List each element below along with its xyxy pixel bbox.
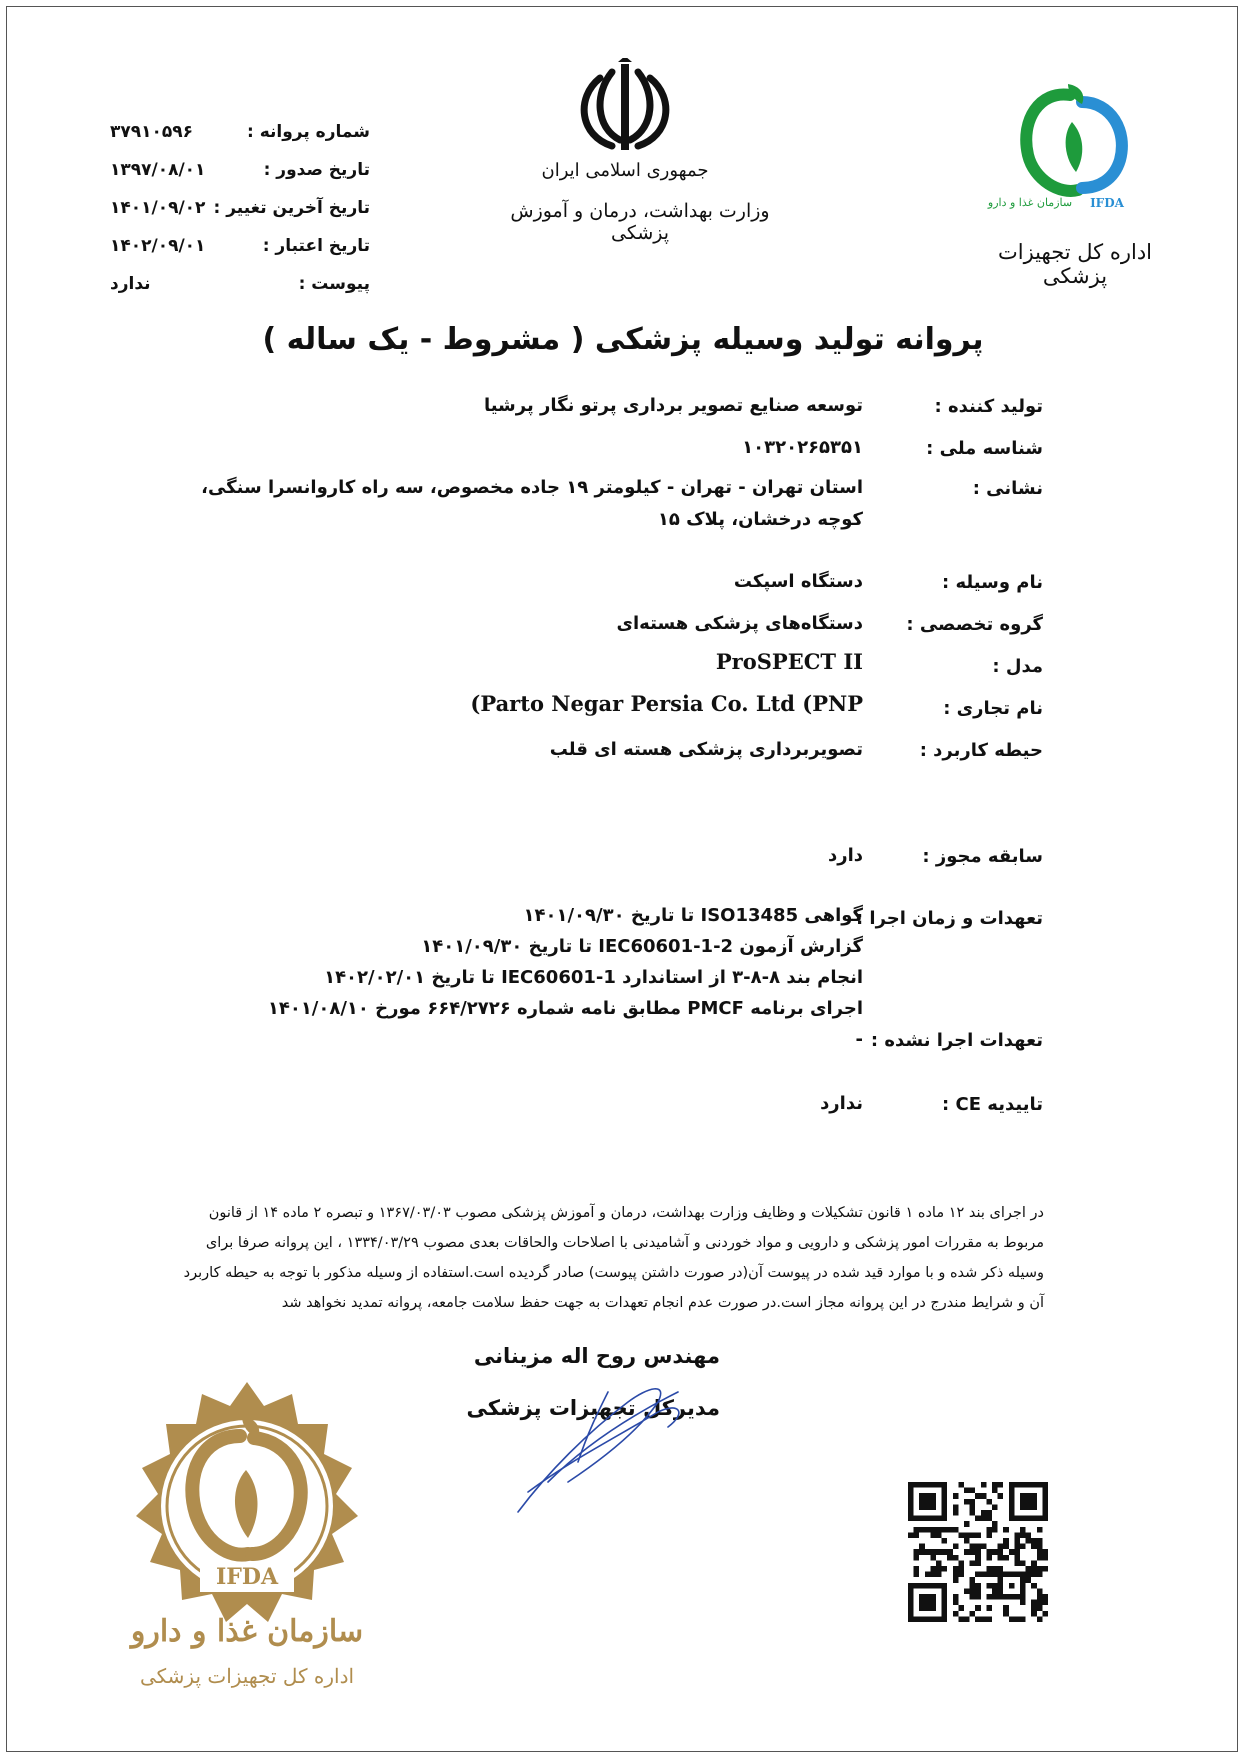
unfulfilled-label: تعهدات اجرا نشده : xyxy=(870,1030,1043,1051)
ifda-org-small: سازمان غذا و دارو xyxy=(987,196,1073,209)
document-title: پروانه تولید وسیله پزشکی ( مشروط - یک ساله ) xyxy=(262,322,984,357)
meta-value: ۳۷۹۱۰۵۹۶ xyxy=(110,122,194,142)
license-history-value: دارد xyxy=(827,845,863,866)
license-history-label: سابقه مجوز : xyxy=(922,846,1043,867)
producer-label: تولید کننده : xyxy=(934,396,1043,417)
ifda-logo-icon xyxy=(1010,80,1140,210)
model-label: مدل : xyxy=(992,656,1043,677)
meta-label: تاریخ آخرین تغییر : xyxy=(213,198,370,218)
qr-code-icon xyxy=(908,1482,1048,1622)
meta-label: تاریخ صدور : xyxy=(263,160,370,180)
producer-value: توسعه صنایع تصویر برداری پرتو نگار پرشیا xyxy=(483,395,863,416)
commitment-line: گزارش آزمون IEC60601-1-2 تا تاریخ ۱۴۰۱/۰۹/۳۰ xyxy=(421,936,863,957)
handwritten-signature xyxy=(508,1372,698,1522)
application-label: حیطه کاربرد : xyxy=(919,740,1043,761)
application-value: تصویربرداری پزشکی هسته ای قلب xyxy=(549,739,863,760)
commitment-line: گواهی ISO13485 تا تاریخ ۱۴۰۱/۰۹/۳۰ xyxy=(523,905,863,926)
legal-line: مربوط به مقررات امور پزشکی و دارویی و مواد خوردنی و آشامیدنی با اصلاحات والحاقات بعدی مصوب ۱۳۳۴/۰۳/۲۹ ، این پروانه صرفا برای xyxy=(205,1235,1044,1251)
commitment-line: اجرای برنامه PMCF مطابق نامه شماره ۶۶۴/۲۷۲۶ مورخ ۱۴۰۱/۰۸/۱۰ xyxy=(267,998,863,1019)
ifda-logo xyxy=(1010,80,1140,210)
commitment-line: انجام بند ۸-۸-۳ از استاندارد IEC60601-1 تا تاریخ ۱۴۰۲/۰۲/۰۱ xyxy=(324,967,863,988)
national-id-value: ۱۰۳۲۰۲۶۵۳۵۱ xyxy=(742,437,863,458)
address-label: نشانی : xyxy=(972,478,1043,499)
specialty-group-label: گروه تخصصی : xyxy=(906,614,1043,635)
address-value: استان تهران - تهران - کیلومتر ۱۹ جاده مخصوص، سه راه کاروانسرا سنگی، کوچه درخشان، پلاک ۱۵ xyxy=(201,477,863,530)
seal-org: سازمان غذا و دارو xyxy=(130,1614,364,1649)
meta-value: ۱۳۹۷/۰۸/۰۱ xyxy=(110,160,206,180)
meta-last-change-date xyxy=(110,198,370,236)
meta-validity-date xyxy=(110,236,370,274)
iran-emblem-icon xyxy=(560,58,690,158)
legal-line: وسیله ذکر شده و با موارد قید شده در پیوست آن(در صورت داشتن پیوست) صادر گردیده است.استفاده از وسیله مذکور با توجه به حیطه کاربرد xyxy=(183,1265,1044,1281)
device-name-label: نام وسیله : xyxy=(942,572,1043,593)
signature-scribble-icon xyxy=(508,1372,698,1522)
trade-name-value: (Parto Negar Persia Co. Ltd (PNP xyxy=(470,691,863,716)
commitments-list xyxy=(163,900,863,1024)
ifda-seal-icon xyxy=(122,1378,372,1638)
meta-value: ۱۴۰۲/۰۹/۰۱ xyxy=(110,236,206,256)
device-name-value: دستگاه اسپکت xyxy=(733,571,863,592)
meta-label: پیوست : xyxy=(298,274,370,294)
emblem-line-2: وزارت بهداشت، درمان و آموزش پزشکی xyxy=(510,200,770,244)
meta-attachment xyxy=(110,274,370,312)
meta-label: شماره پروانه : xyxy=(246,122,370,142)
iran-emblem xyxy=(560,58,690,158)
unfulfilled-value: - xyxy=(855,1029,863,1050)
ifda-dept: اداره کل تجهیزات پزشکی xyxy=(997,240,1153,288)
license-meta xyxy=(110,122,370,312)
meta-license-number xyxy=(110,122,370,160)
ce-label: تاییدیه CE : xyxy=(942,1094,1043,1115)
legal-text xyxy=(130,1198,1044,1318)
ce-value: ندارد xyxy=(820,1093,863,1114)
ifda-abbr: IFDA xyxy=(1090,196,1124,210)
commitments-label: تعهدات و زمان اجرا : xyxy=(855,908,1043,929)
trade-name-label: نام تجاری : xyxy=(943,698,1043,719)
emblem-line-1: جمهوری اسلامی ایران xyxy=(541,160,709,181)
signatory-name: مهندس روح اله مزینانی xyxy=(473,1344,720,1368)
legal-line: در اجرای بند ۱۲ ماده ۱ قانون تشکیلات و وظایف وزارت بهداشت، درمان و آموزش پزشکی مصوب ۱۳۶۷/۰۳/۰۳ و تبصره ۲ ماده ۱۴ از قانون xyxy=(208,1205,1044,1221)
model-value: ProSPECT II xyxy=(715,649,863,674)
seal-abbr: IFDA xyxy=(215,1564,279,1590)
meta-issue-date xyxy=(110,160,370,198)
meta-value: ندارد xyxy=(110,274,151,294)
ifda-seal xyxy=(122,1378,372,1642)
qr-code xyxy=(908,1482,1048,1622)
meta-value: ۱۴۰۱/۰۹/۰۲ xyxy=(110,198,206,218)
specialty-group-value: دستگاه‌های پزشکی هسته‌ای xyxy=(616,613,863,634)
meta-label: تاریخ اعتبار : xyxy=(262,236,370,256)
signatory-title: مدیرکل تجهیزات پزشکی xyxy=(466,1396,720,1420)
national-id-label: شناسه ملی : xyxy=(926,438,1043,459)
seal-dept: اداره کل تجهیزات پزشکی xyxy=(139,1664,355,1688)
legal-line: آن و شرایط مندرج در این پروانه مجاز است.در صورت عدم انجام تعهدات به جهت حفظ سلامت جامعه، پروانه تمدید نخواهد شد xyxy=(281,1295,1044,1311)
